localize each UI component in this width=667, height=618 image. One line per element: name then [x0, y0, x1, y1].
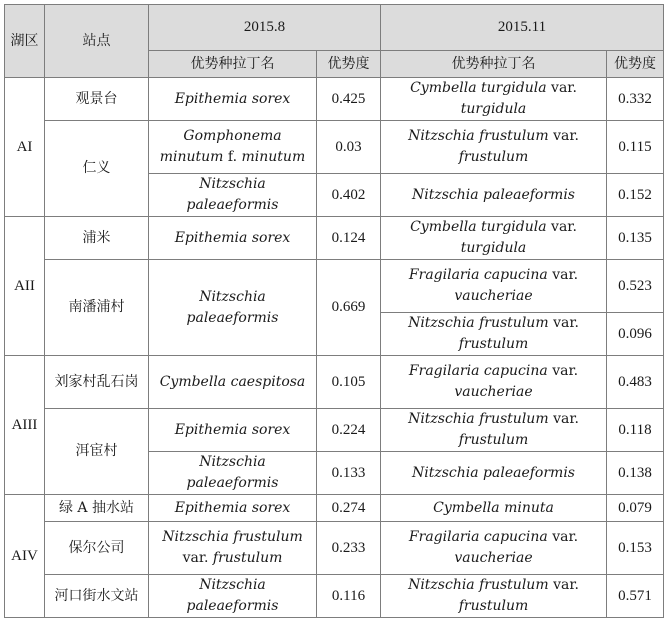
table-row [5, 260, 664, 313]
dominance-cell: 0.096 [607, 313, 664, 356]
rank-text: var. [553, 411, 579, 427]
rank-text: var. [552, 363, 579, 379]
table-row [5, 356, 664, 409]
table-row [5, 495, 664, 522]
genus-text: Fragilaria capucina [408, 363, 548, 379]
species-cell [149, 78, 317, 121]
dominance-cell: 0.571 [607, 575, 664, 618]
dominant-species-table [4, 4, 664, 618]
zone-cell: AIII [5, 356, 45, 495]
header-species-aug: 优势种拉丁名 [149, 51, 317, 78]
station-cell: 浦米 [45, 217, 149, 260]
rank-text: f. [227, 149, 238, 165]
header-species-nov: 优势种拉丁名 [381, 51, 607, 78]
rank-text: var. [553, 577, 579, 593]
genus-text: Nitzschia frustulum [162, 529, 303, 545]
genus-text: Epithemia sorex [174, 90, 291, 107]
species-cell [149, 522, 317, 575]
rank-text: var. [551, 219, 577, 235]
rank-text: var. [552, 529, 579, 545]
species-cell [149, 452, 317, 495]
dominance-cell: 0.105 [317, 356, 381, 409]
species-cell [381, 452, 607, 495]
genus-text: Cymbella turgidula [410, 80, 547, 96]
genus-text: Nitzschia paleaeformis [186, 176, 279, 213]
species-cell [149, 356, 317, 409]
genus-text: Cymbella caespitosa [159, 373, 306, 390]
species-cell [381, 522, 607, 575]
rank-text: var. [551, 80, 577, 96]
species-cell [149, 575, 317, 618]
zone-cell: AIV [5, 495, 45, 618]
zone-cell: AI [5, 78, 45, 217]
dominance-cell: 0.138 [607, 452, 664, 495]
rank-text: var. [552, 267, 579, 283]
dominance-cell: 0.133 [317, 452, 381, 495]
epithet-text: frustulum [458, 149, 529, 165]
species-cell [149, 174, 317, 217]
header-zone: 湖区 [5, 5, 45, 78]
dominance-cell: 0.118 [607, 409, 664, 452]
dominance-cell: 0.523 [607, 260, 664, 313]
genus-text: Nitzschia frustulum [408, 577, 549, 593]
dominance-cell: 0.402 [317, 174, 381, 217]
table-row [5, 217, 664, 260]
dominance-cell: 0.233 [317, 522, 381, 575]
genus-text: Nitzschia frustulum [408, 128, 549, 144]
epithet-text: minutum [241, 149, 306, 165]
dominance-cell: 0.116 [317, 575, 381, 618]
station-cell: 观景台 [45, 78, 149, 121]
station-cell: 仁义 [45, 121, 149, 217]
dominance-cell: 0.03 [317, 121, 381, 174]
genus-text: Nitzschia frustulum [408, 315, 549, 331]
species-cell [149, 409, 317, 452]
epithet-text: frustulum [458, 432, 529, 448]
epithet-text: frustulum [458, 336, 529, 352]
epithet-text: frustulum [458, 598, 529, 614]
genus-text: Fragilaria capucina [408, 529, 548, 545]
station-cell: 绿 A 抽水站 [45, 495, 149, 522]
genus-text: Cymbella turgidula [410, 219, 547, 235]
dominance-cell: 0.332 [607, 78, 664, 121]
genus-text: Nitzschia paleaeformis [186, 577, 279, 614]
dominance-cell: 0.224 [317, 409, 381, 452]
species-cell [149, 260, 317, 356]
genus-text: Nitzschia paleaeformis [186, 288, 279, 326]
species-cell [381, 356, 607, 409]
species-cell [381, 121, 607, 174]
epithet-text: vaucheriae [454, 550, 533, 566]
species-cell [381, 78, 607, 121]
genus-text: Nitzschia paleaeformis [412, 464, 575, 481]
dominance-cell: 0.135 [607, 217, 664, 260]
genus-text: Gomphonema minutum [159, 128, 282, 165]
genus-text: Cymbella minuta [433, 499, 554, 516]
dominance-cell: 0.152 [607, 174, 664, 217]
header-dominance-nov: 优势度 [607, 51, 664, 78]
species-cell [381, 313, 607, 356]
header-period-nov: 2015.11 [381, 5, 664, 51]
dominance-cell: 0.079 [607, 495, 664, 522]
species-cell [149, 495, 317, 522]
species-cell [381, 174, 607, 217]
genus-text: Nitzschia paleaeformis [412, 186, 575, 203]
header-station: 站点 [45, 5, 149, 78]
genus-text: Nitzschia paleaeformis [186, 454, 279, 491]
genus-text: Epithemia sorex [174, 421, 291, 438]
header-row-periods [5, 5, 664, 51]
species-cell [149, 121, 317, 174]
dominance-cell: 0.115 [607, 121, 664, 174]
header-period-aug: 2015.8 [149, 5, 381, 51]
epithet-text: vaucheriae [454, 384, 533, 400]
station-cell: 河口街水文站 [45, 575, 149, 618]
dominance-cell: 0.669 [317, 260, 381, 356]
species-cell [381, 409, 607, 452]
species-cell [381, 260, 607, 313]
genus-text: Epithemia sorex [174, 229, 291, 246]
dominance-cell: 0.124 [317, 217, 381, 260]
dominance-cell: 0.483 [607, 356, 664, 409]
epithet-text: turgidula [460, 240, 527, 256]
table-row [5, 522, 664, 575]
table-row [5, 78, 664, 121]
species-cell [381, 217, 607, 260]
zone-cell: AII [5, 217, 45, 356]
genus-text: Epithemia sorex [174, 499, 291, 516]
genus-text: Nitzschia frustulum [408, 411, 549, 427]
rank-text: var. [553, 128, 579, 144]
dominance-cell: 0.425 [317, 78, 381, 121]
rank-text: var. [553, 315, 579, 331]
species-cell [381, 495, 607, 522]
epithet-text: vaucheriae [454, 288, 533, 304]
species-cell [381, 575, 607, 618]
station-cell: 保尔公司 [45, 522, 149, 575]
table-row [5, 121, 664, 174]
station-cell: 南潘浦村 [45, 260, 149, 356]
station-cell: 刘家村乱石岗 [45, 356, 149, 409]
rank-text: var. [182, 550, 209, 566]
epithet-text: turgidula [460, 101, 527, 117]
epithet-text: frustulum [212, 550, 283, 566]
table-row [5, 409, 664, 452]
table-row [5, 575, 664, 618]
dominance-cell: 0.274 [317, 495, 381, 522]
station-cell: 洱宦村 [45, 409, 149, 495]
genus-text: Fragilaria capucina [408, 267, 548, 283]
dominance-cell: 0.153 [607, 522, 664, 575]
species-cell [149, 217, 317, 260]
header-dominance-aug: 优势度 [317, 51, 381, 78]
